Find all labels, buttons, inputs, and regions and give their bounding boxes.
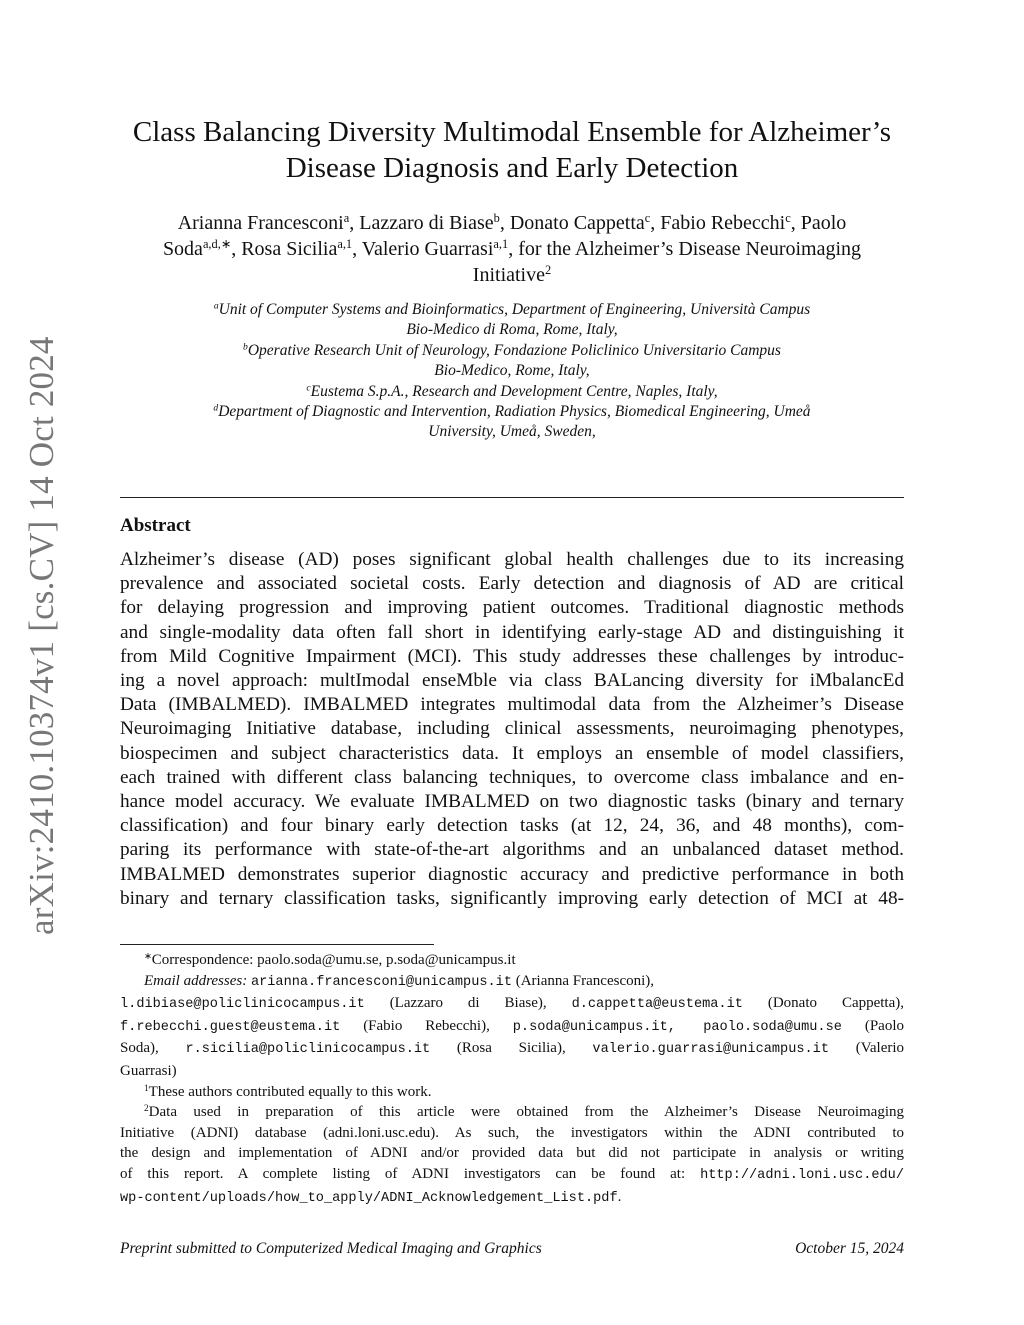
abstract-line: Neuroimaging Initiative database, including clinical assessments, neuroimaging phenotypes,	[120, 718, 904, 740]
email-link[interactable]: r.sicilia@policlinicocampus.it	[185, 1042, 431, 1058]
author-line-1: Arianna Francesconi$^a$, Lazzaro di Biase$^b$, Donato Cappetta$^c$, Fabio Rebecchi$^c$, Paolo	[177, 211, 847, 234]
title-line-1: Class Balancing Diversity Multimodal Ensemble for Alzheimer’s	[132, 116, 892, 148]
adni-url-link[interactable]: wp-content/uploads/how_to_apply/ADNI_Acknowledgement_List.pdf	[120, 1190, 618, 1206]
abstract-line: for delaying progression and improving patient outcomes. Traditional diagnostic methods	[120, 597, 904, 619]
arxiv-identifier: arXiv:2410.10374v1 [cs.CV] 14 Oct 2024	[22, 336, 61, 935]
date: October 15, 2024	[795, 1240, 904, 1257]
email-label: Email addresses:	[144, 972, 248, 989]
author-group: Initiative	[472, 264, 545, 286]
abstract-line: hance model accuracy. We evaluate IMBALMED on two diagnostic tasks (binary and ternary	[120, 791, 904, 813]
affiliation-list	[120, 300, 904, 443]
abstract-line: biospecimen and subject characteristics data. It employs an ensemble of model classifiers,	[120, 742, 904, 764]
email-link[interactable]: d.cappetta@eustema.it	[571, 997, 743, 1013]
author-line-2: Soda$^{a,d,∗}$, Rosa Sicilia$^{a,1}$, Valerio Guarrasi$^{a,1}$, for the Alzheimer’s Disease Neuroimaging	[162, 237, 862, 260]
title-line-2: Disease Diagnosis and Early Detection	[285, 152, 739, 184]
journal-note: Preprint submitted to Computerized Medical Imaging and Graphics	[120, 1240, 542, 1257]
abstract-line: IMBALMED demonstrates superior diagnostic accuracy and predictive performance in both	[120, 863, 904, 885]
author-affil-mark: c	[785, 211, 791, 226]
abstract-line: and single-modality data often fall short in identifying early-stage AD and distinguishing it	[120, 621, 904, 643]
email-link[interactable]: valerio.guarrasi@unicampus.it	[592, 1042, 829, 1058]
footnote-1: $^1$These authors contributed equally to this work.	[144, 1083, 432, 1100]
affiliation-a: $^a$Unit of Computer Systems and Bioinformatics, Department of Engineering, Università Campus Bio-Medico di Roma, Rome, Italy,	[213, 300, 811, 339]
author-group: for the Alzheimer’s Disease Neuroimaging	[518, 238, 862, 260]
author-name: Lazzaro di Biase	[359, 212, 494, 234]
affiliation-b: $^b$Operative Research Unit of Neurology, Fondazione Policlinico Universitario Campus Bio-Medico, Rome, Italy,	[243, 341, 781, 380]
affiliation-d: $^d$Department of Diagnostic and Intervention, Radiation Physics, Biomedical Engineering, Umeå University, Umeå, Sweden,	[213, 402, 811, 441]
author-name: Arianna Francesconi	[177, 212, 344, 234]
affiliation-c: $^c$Eustema S.p.A., Research and Development Centre, Naples, Italy,	[306, 382, 718, 400]
adni-url-link[interactable]: http://adni.loni.usc.edu/	[700, 1167, 905, 1183]
abstract-line: Alzheimer’s disease (AD) poses significant global health challenges due to its increasing	[120, 549, 904, 570]
author-name: Fabio Rebecchi	[660, 212, 786, 234]
author-name: Donato Cappetta	[509, 212, 645, 234]
footnote-divider	[120, 944, 434, 945]
correspondence-footnote: ∗Correspondence: paolo.soda@umu.se, p.soda@unicampus.it	[144, 951, 516, 968]
email-link[interactable]: p.soda@unicampus.it, paolo.soda@umu.se	[512, 1019, 842, 1035]
abstract-line: prevalence and associated societal costs. Early detection and diagnosis of AD are critical	[120, 573, 904, 595]
author-name: Soda	[162, 238, 203, 260]
author-name: Paolo	[800, 212, 847, 234]
author-affil-mark: a	[343, 211, 350, 226]
abstract-line: from Mild Cognitive Impairment (MCI). This study addresses these challenges by introduc-	[120, 645, 904, 667]
email-link[interactable]: arianna.francesconi@unicampus.it	[250, 974, 512, 990]
abstract-line: classification) and four binary early detection tasks (at 12, 24, 36, and 48 months), com-	[120, 815, 904, 837]
email-link[interactable]: f.rebecchi.guest@eustema.it	[120, 1019, 341, 1035]
author-affil-mark: a,d,∗	[202, 237, 232, 252]
section-divider	[120, 497, 904, 498]
email-link[interactable]: l.dibiase@policlinicocampus.it	[120, 997, 365, 1013]
abstract-line: binary and ternary classification tasks, significantly improving early detection of MCI at 48-	[120, 887, 904, 909]
author-affil-mark: 2	[545, 263, 552, 278]
author-affil-mark: a,1	[493, 237, 509, 252]
abstract-line: each trained with different class balancing techniques, to overcome class imbalance and en-	[120, 766, 904, 788]
abstract-line: Data (IMBALMED). IMBALMED integrates multimodal data from the Alzheimer’s Disease	[120, 694, 904, 716]
paper-title	[120, 114, 904, 186]
abstract-line: ing a novel approach: multImodal enseMble via class BALancing diversity for iMbalancEd	[120, 670, 904, 692]
footnotes	[120, 950, 904, 1209]
email-footnote: Email addresses: arianna.francesconi@unicampus.it (Arianna Francesconi), l.dibiase@policlinicocampus.it (Lazzaro di Biase), d.cappetta@eustema.it (Donato Cappetta), f.rebecchi.guest@eustema.it (Fabio Rebecchi), p.soda@unicampus.it, paolo.soda@umu.se (Paolo Soda), r.sicilia@policlinicocampus.it (Rosa Sicilia), valerio.guarrasi@unicampus.it (Valerio Guarrasi)	[120, 972, 905, 1079]
author-affil-mark: c	[644, 211, 651, 226]
abstract-line: paring its performance with state-of-the-art algorithms and an unbalanced dataset method.	[120, 839, 904, 861]
author-name: Rosa Sicilia	[241, 238, 338, 260]
author-affil-mark: b	[493, 211, 500, 226]
author-list	[120, 210, 904, 288]
footnote-2: $^2$Data used in preparation of this article were obtained from the Alzheimer’s Disease Neuroimaging Initiative (ADNI) database (adni.loni.usc.edu). As such, the investigators within the ADNI contributed to the design and implementation of ADNI and/or provided data but did not participate in analysis or writing of this report. A complete listing of ADNI investigators can be found at: http://adni.loni.usc.edu/ wp-content/uploads/how_to_apply/ADNI_Acknowledgement_List.pdf.	[120, 1104, 905, 1206]
author-line-3	[120, 262, 904, 288]
abstract-body	[120, 548, 904, 911]
author-affil-mark: a,1	[337, 237, 353, 252]
author-name: Valerio Guarrasi	[361, 238, 494, 260]
abstract-heading: Abstract	[120, 515, 191, 536]
